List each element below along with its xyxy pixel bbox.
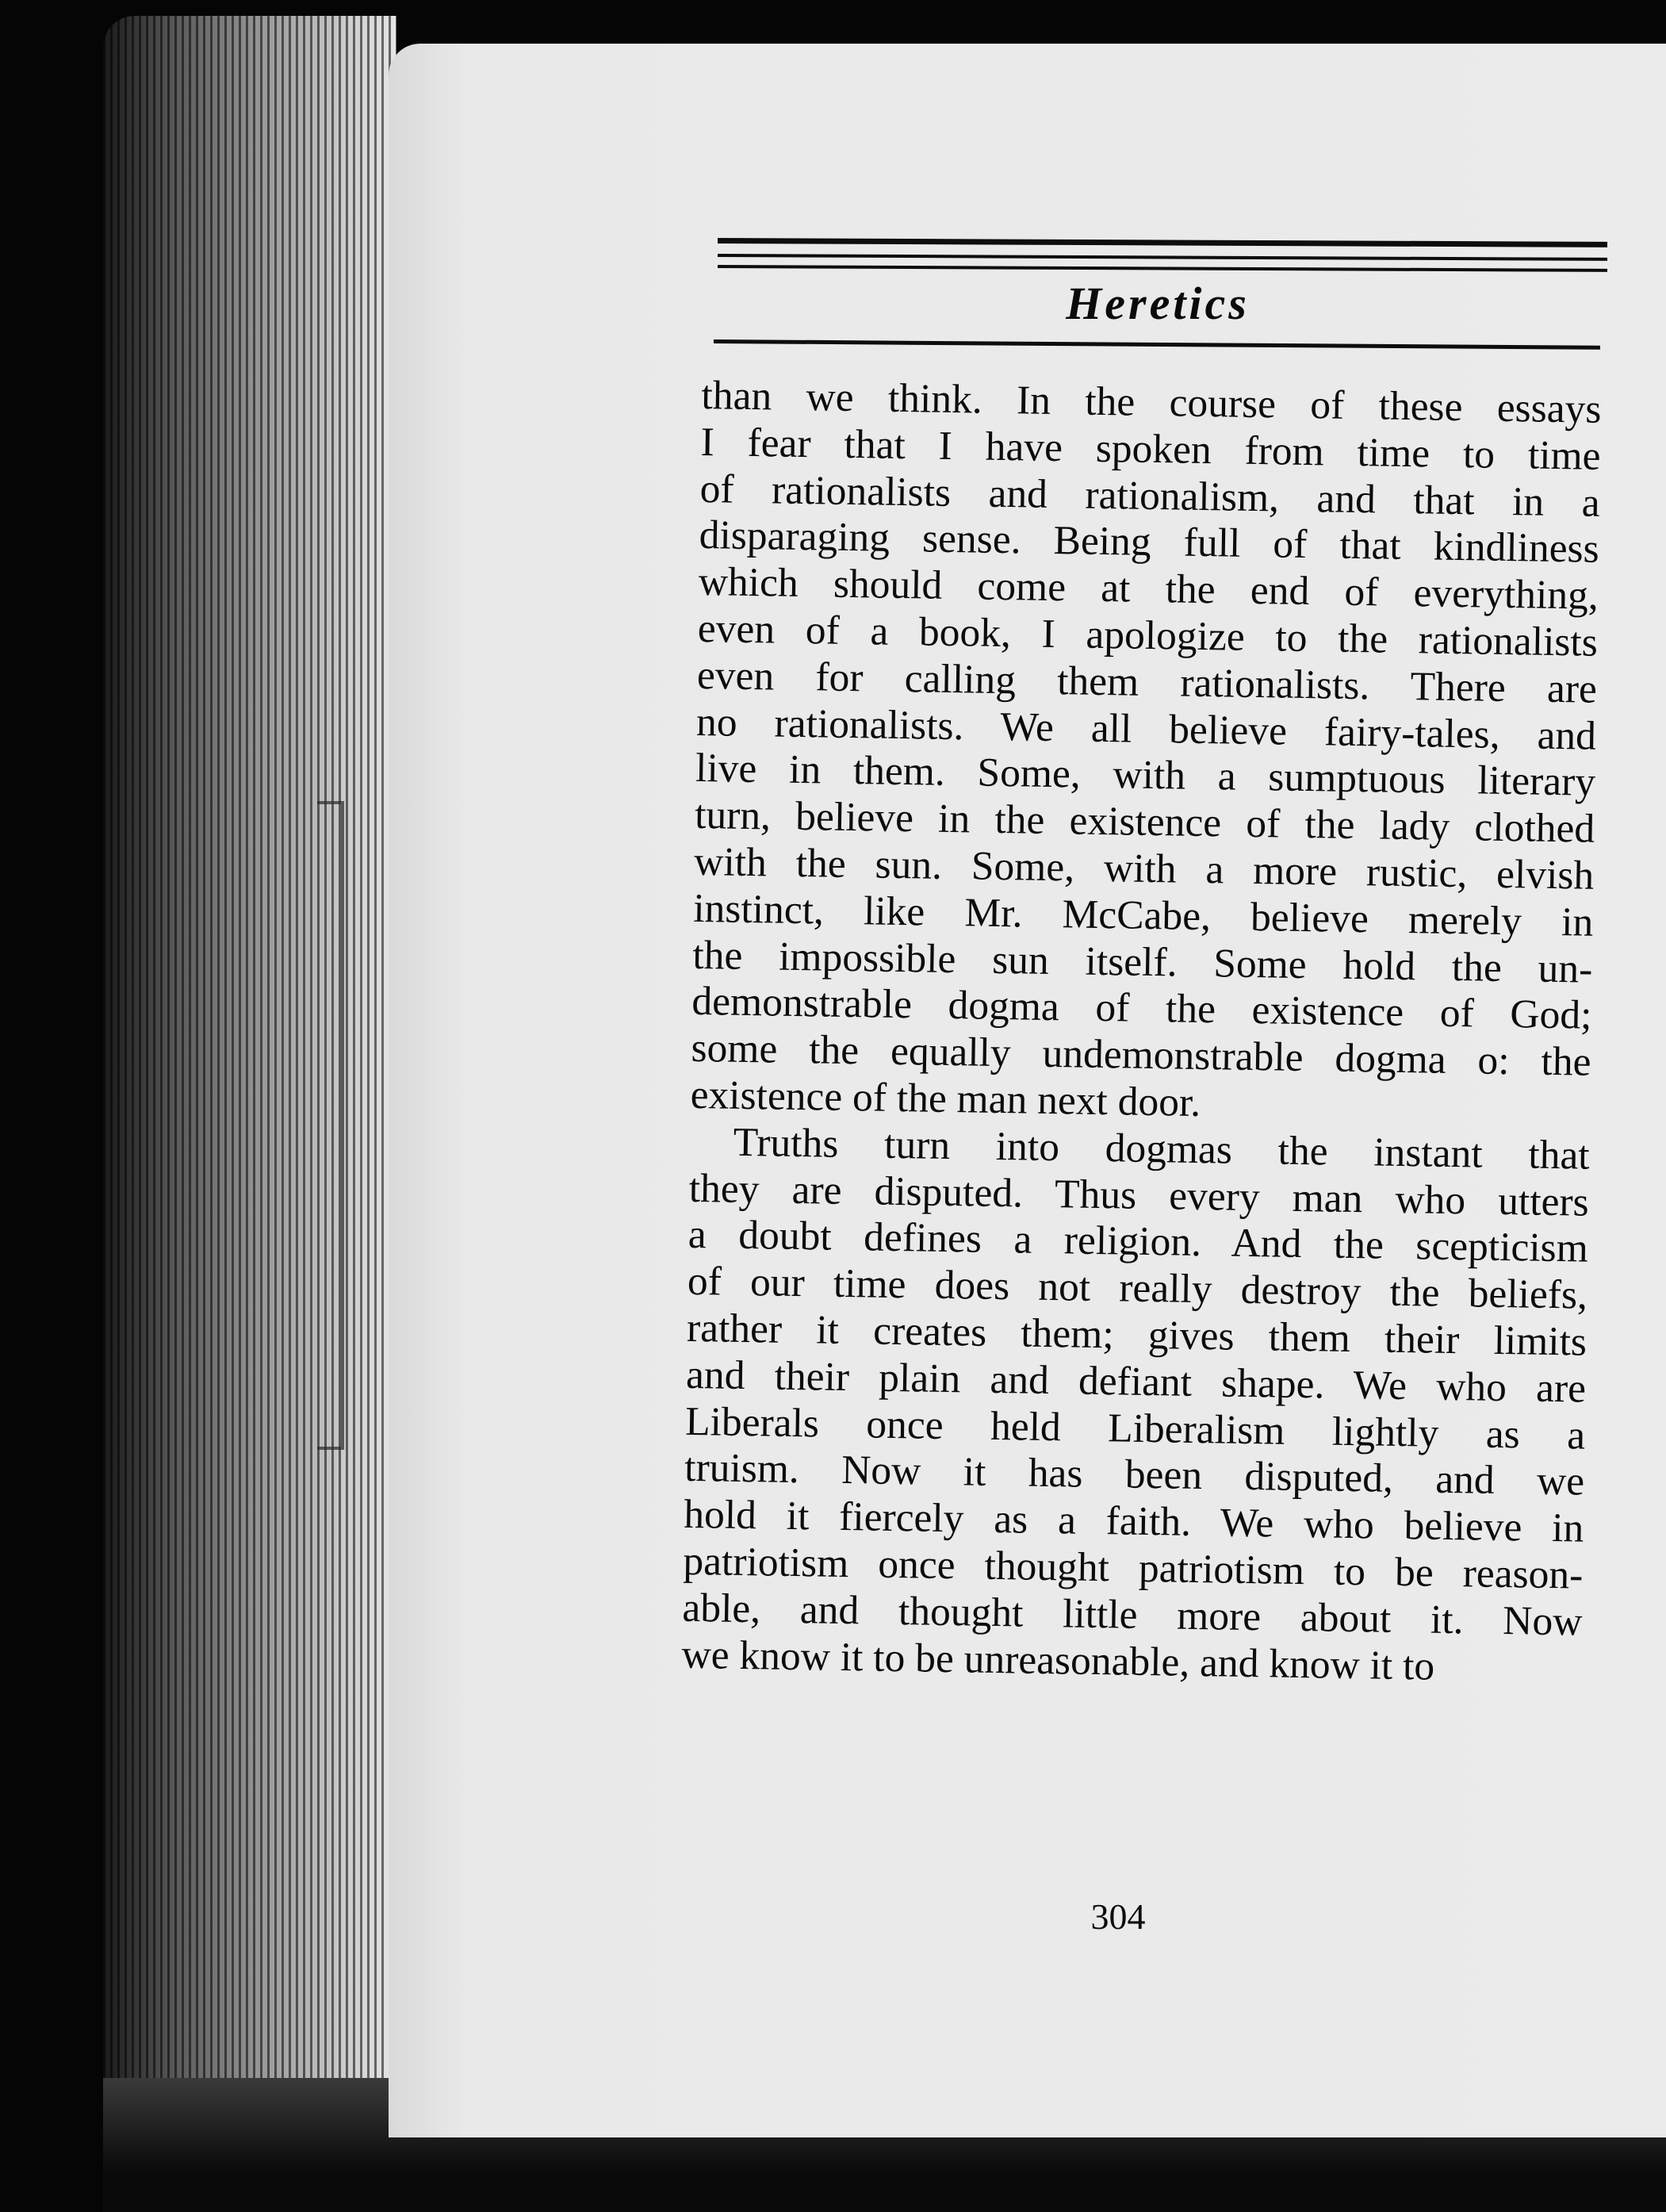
text-line: Liberals once held Liberalism lightly as a (684, 1398, 1586, 1459)
text-line: and their plain and defiant shape. We who are (685, 1351, 1587, 1412)
text-line: able, and thought little more about it. Now (682, 1585, 1583, 1645)
text-line: rather it creates them; gives them their limits (686, 1305, 1587, 1365)
text-line: disparaging sense. Being full of that kindliness (699, 512, 1600, 573)
text-line: live in them. Some, with a sumptuous literary (695, 746, 1596, 806)
text-line: truism. Now it has been disputed, and we (684, 1445, 1585, 1505)
text-line: they are disputed. Thus every man who utters (688, 1165, 1590, 1225)
book-page-edges (103, 16, 396, 2126)
text-line: we know it to be unreasonable, and know it to (681, 1631, 1435, 1689)
edge-marking (317, 801, 344, 1450)
running-head: Heretics (1066, 278, 1250, 329)
text-line: hold it fiercely as a faith. We who believe in (683, 1491, 1584, 1551)
text-line: the impossible sun itself. Some hold the un- (692, 932, 1593, 992)
text-line: of rationalists and rationalism, and that in a (699, 466, 1601, 526)
text-line: even for calling them rationalists. There are (696, 652, 1598, 712)
text-line: of our time does not really destroy the beliefs, (687, 1259, 1588, 1318)
text-line: demonstrable dogma of the existence of God; (691, 979, 1592, 1039)
text-line: Truths turn into dogmas the instant that (733, 1119, 1591, 1179)
text-line: I fear that I have spoken from time to time (700, 419, 1601, 479)
text-line: with the sun. Some, with a more rustic, elvish (693, 838, 1595, 899)
text-line: than we think. In the course of these essays (701, 373, 1602, 432)
text-line: instinct, like Mr. McCabe, believe merely in (692, 885, 1594, 945)
page-number: 304 (1090, 1896, 1146, 1937)
body-text (681, 373, 1602, 1693)
text-line: which should come at the end of everything, (698, 559, 1599, 619)
text-line: patriotism once thought patriotism to be reason- (683, 1538, 1584, 1598)
text-line: no rationalists. We all believe fairy-tales, and (695, 699, 1597, 759)
text-line: some the equally undemonstrable dogma o: the (691, 1025, 1591, 1085)
text-line: existence of the man next door. (690, 1071, 1201, 1125)
text-line: turn, believe in the existence of the lady clothed (694, 792, 1595, 852)
text-line: a doubt defines a religion. And the scepticism (687, 1212, 1589, 1272)
text-line: even of a book, I apologize to the rationalists (697, 605, 1599, 665)
